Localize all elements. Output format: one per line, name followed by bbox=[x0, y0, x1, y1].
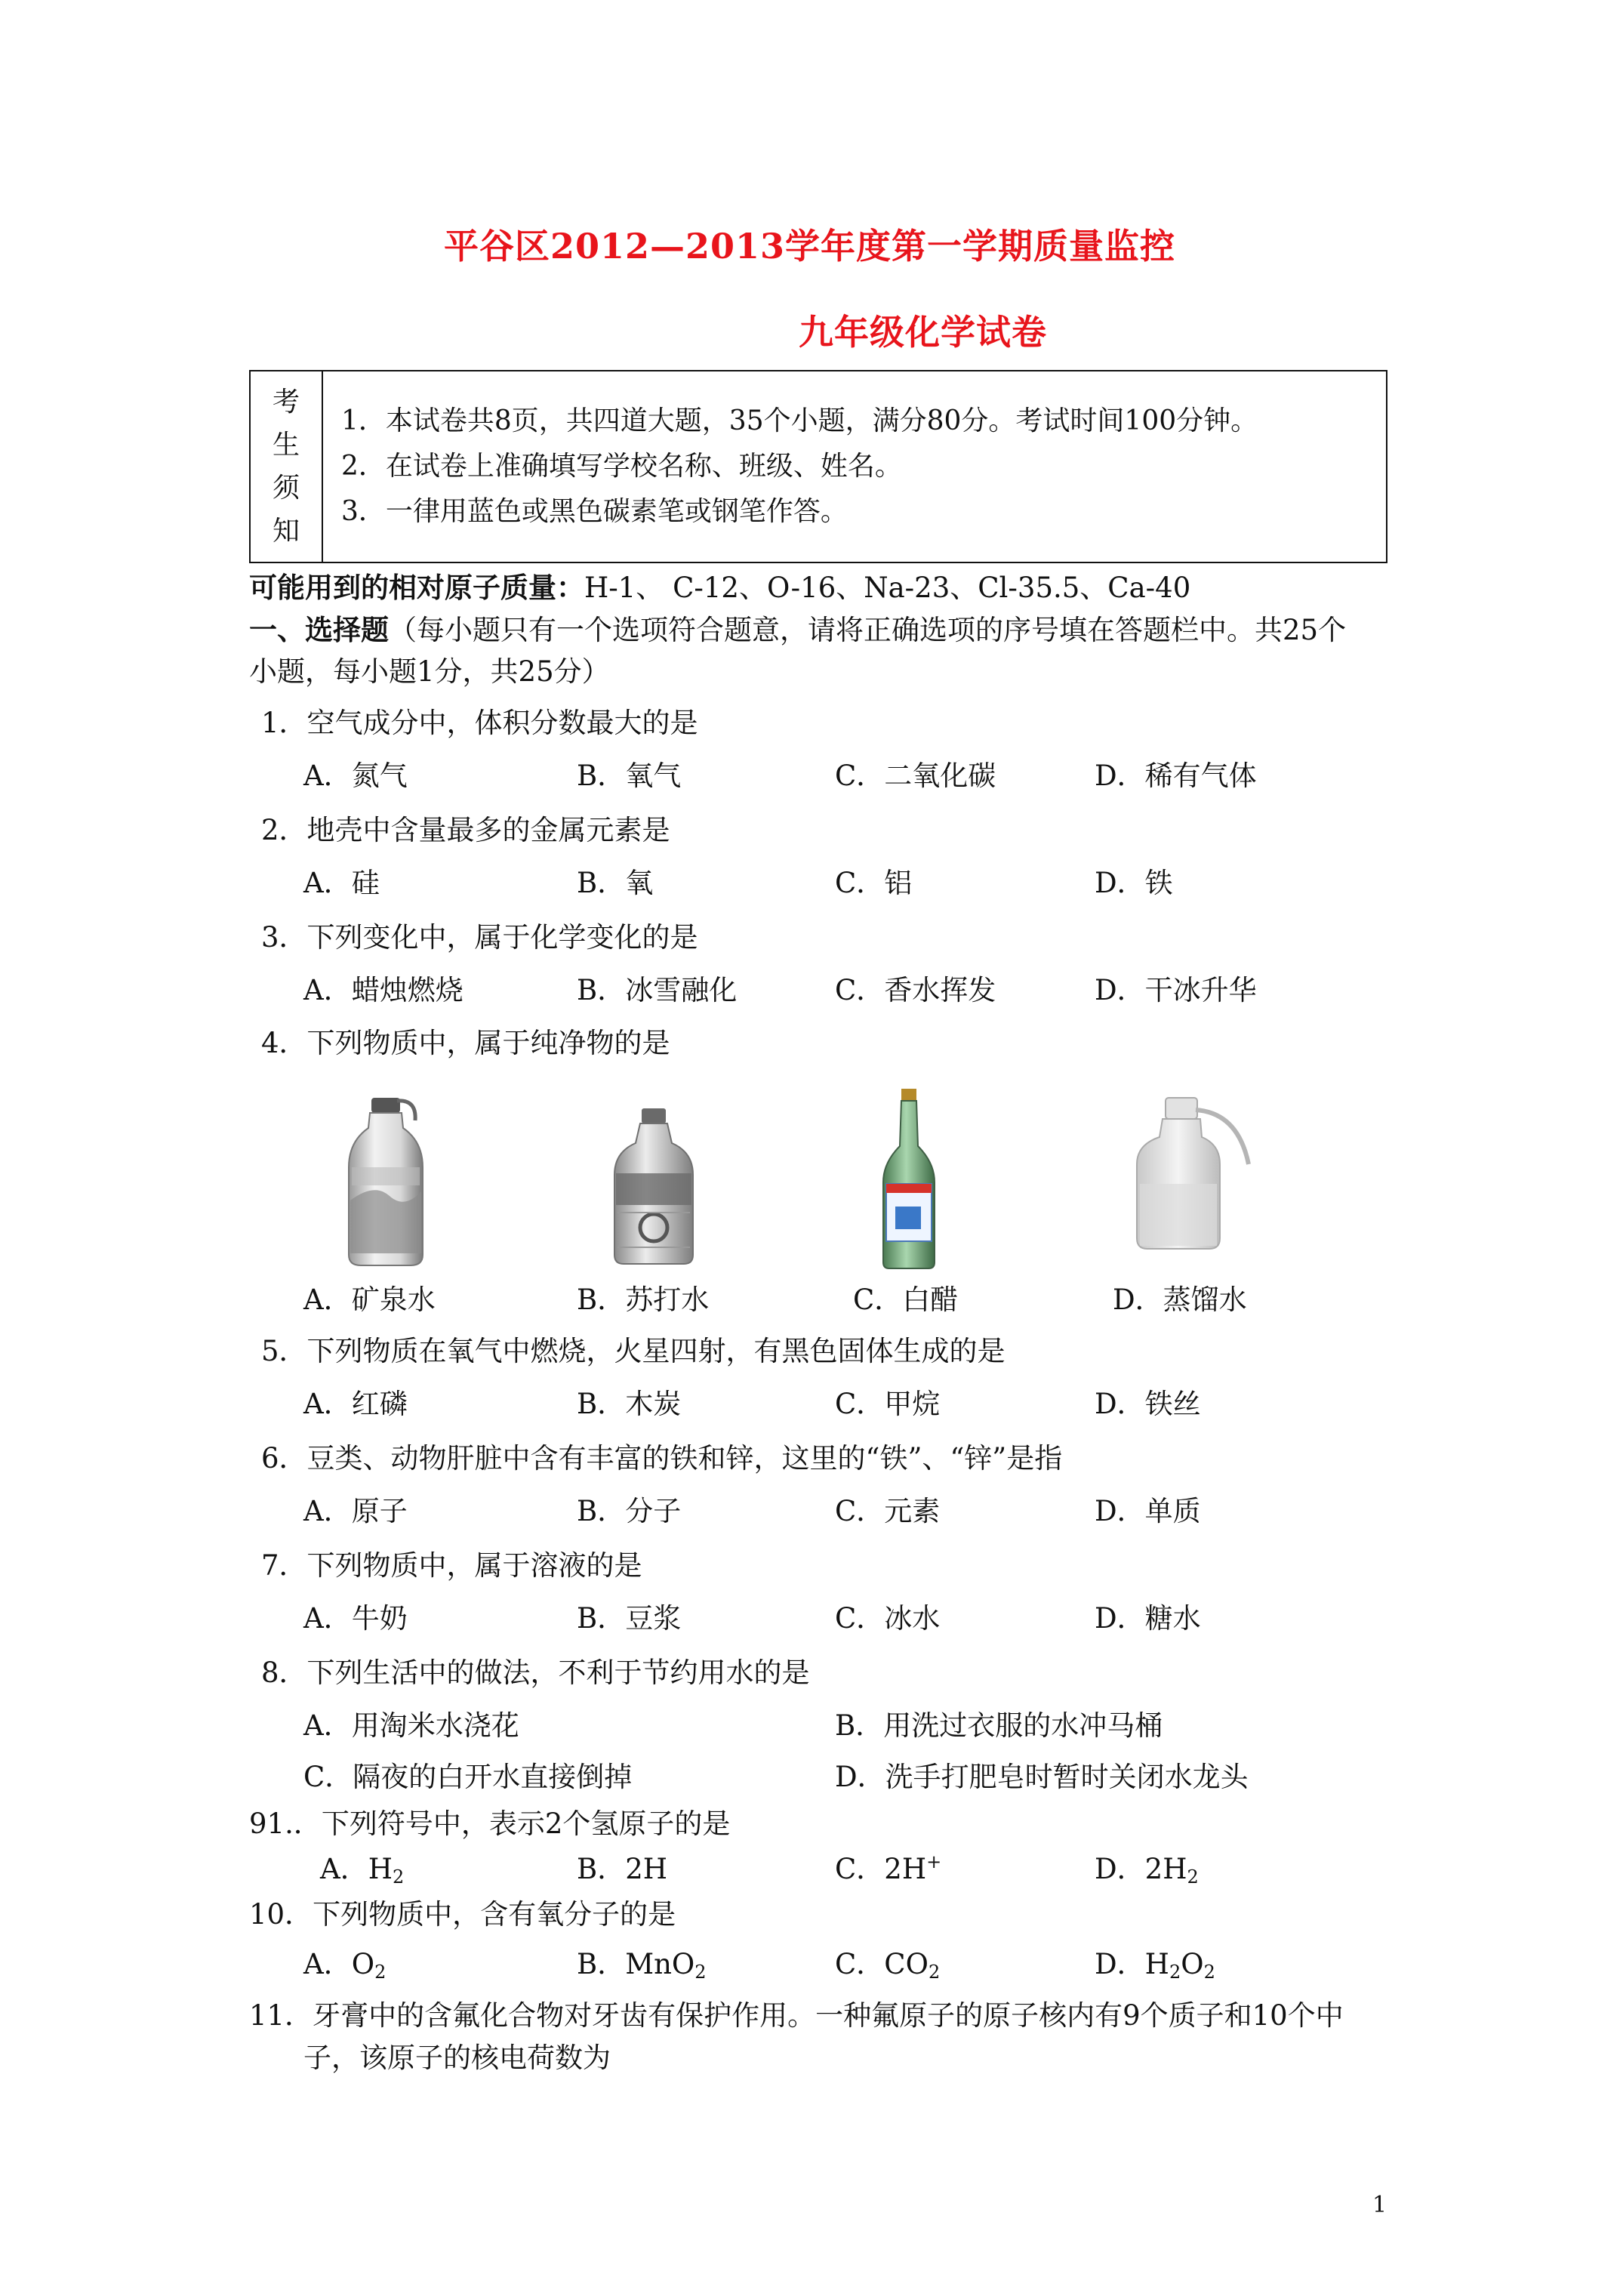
q6-option-a: A．原子 bbox=[303, 1495, 408, 1527]
notice-item: 1．本试卷共8页，共四道大题，35个小题，满分80分。考试时间100分钟。 bbox=[341, 405, 1258, 436]
notice-label-cell bbox=[251, 371, 323, 562]
q4-option-d: D．蒸馏水 bbox=[1113, 1284, 1247, 1316]
q8-option-a: A．用淘米水浇花 bbox=[303, 1709, 519, 1742]
q10-a-subscript: 2 bbox=[374, 1962, 387, 1983]
question-5-stem: 5．下列物质在氧气中燃烧，火星四射，有黑色固体生成的是 bbox=[261, 1335, 1006, 1367]
q7-option-d: D．糖水 bbox=[1095, 1602, 1201, 1635]
exam-title: 平谷区2012—2013学年度第一学期质量监控 bbox=[444, 226, 1176, 267]
q2-option-a: A．硅 bbox=[303, 867, 380, 899]
q6-option-d: D．单质 bbox=[1095, 1495, 1201, 1527]
q1-option-b: B．氧气 bbox=[577, 760, 682, 792]
q10-d-text-mid: O bbox=[1181, 1948, 1204, 1980]
q7-option-a: A．牛奶 bbox=[303, 1602, 408, 1635]
q1-option-c: C．二氧化碳 bbox=[835, 760, 996, 792]
section-heading: 一、选择题 bbox=[249, 613, 389, 646]
q10-c-subscript: 2 bbox=[928, 1962, 941, 1983]
q3-option-a: A．蜡烛燃烧 bbox=[303, 974, 463, 1006]
question-2-stem: 2．地壳中含量最多的金属元素是 bbox=[261, 814, 670, 846]
q9-option-a bbox=[320, 1853, 404, 1886]
candidate-notice-box bbox=[249, 370, 1387, 563]
notice-item: 2．在试卷上准确填写学校名称、班级、姓名。 bbox=[341, 451, 902, 482]
question-6-stem: 6．豆类、动物肝脏中含有丰富的铁和锌，这里的“铁”、“锌”是指 bbox=[261, 1442, 1063, 1475]
q9-c-text: C．2H bbox=[835, 1853, 927, 1885]
question-10-stem: 10．下列物质中，含有氧分子的是 bbox=[249, 1898, 676, 1931]
section-intro: （每小题只有一个选项符合题意，请将正确选项的序号填在答题栏中。共25个 bbox=[389, 614, 1347, 646]
q5-option-a: A．红磷 bbox=[303, 1388, 408, 1420]
notice-items bbox=[341, 399, 1258, 535]
q9-d-text: D．2H bbox=[1095, 1853, 1187, 1885]
q10-c-text: C．CO bbox=[835, 1948, 929, 1980]
q9-option-d bbox=[1095, 1853, 1199, 1886]
question-9-stem: 91.．下列符号中，表示2个氢原子的是 bbox=[249, 1808, 731, 1840]
question-11-stem: 11．牙膏中的含氟化合物对牙齿有保护作用。一种氟原子的原子核内有9个质子和10个中 bbox=[249, 1999, 1344, 2032]
q10-option-b bbox=[577, 1948, 707, 1981]
q10-a-text: A．O bbox=[303, 1948, 375, 1980]
distilled-water-bottle-image bbox=[1132, 1095, 1253, 1253]
question-4-stem: 4．下列物质中，属于纯净物的是 bbox=[261, 1027, 670, 1059]
section-heading-line bbox=[249, 613, 1346, 647]
q9-option-b: B．2H bbox=[577, 1853, 667, 1885]
atomic-mass-values: H-1、 C-12、O-16、Na-23、Cl-35.5、Ca-40 bbox=[584, 572, 1191, 604]
q9-option-c bbox=[835, 1853, 941, 1886]
q10-d-subscript-2: 2 bbox=[1203, 1962, 1215, 1983]
notice-item: 3．一律用蓝色或黑色碳素笔或钢笔作答。 bbox=[341, 496, 848, 527]
q6-option-c: C．元素 bbox=[835, 1495, 941, 1527]
question-3-stem: 3．下列变化中，属于化学变化的是 bbox=[261, 921, 698, 954]
q10-d-text: D．H bbox=[1095, 1948, 1169, 1980]
q10-b-subscript: 2 bbox=[694, 1962, 707, 1983]
q2-option-b: B．氧 bbox=[577, 867, 654, 899]
q6-option-b: B．分子 bbox=[577, 1495, 682, 1527]
q10-b-text: B．MnO bbox=[577, 1948, 695, 1980]
q5-option-b: B．木炭 bbox=[577, 1388, 682, 1420]
q10-option-d bbox=[1095, 1948, 1215, 1981]
exam-subtitle: 九年级化学试卷 bbox=[799, 312, 1047, 353]
page-number: 1 bbox=[1372, 2192, 1387, 2218]
q9-d-subscript: 2 bbox=[1187, 1866, 1199, 1888]
q9-c-superscript: + bbox=[926, 1851, 942, 1872]
atomic-mass-label: 可能用到的相对原子质量： bbox=[249, 571, 584, 604]
question-7-stem: 7．下列物质中，属于溶液的是 bbox=[261, 1549, 642, 1582]
notice-label: 考生须知 bbox=[272, 387, 300, 547]
q8-option-d: D．洗手打肥皂时暂时关闭水龙头 bbox=[835, 1761, 1249, 1793]
atomic-mass-line bbox=[249, 571, 1190, 605]
q9-a-subscript: 2 bbox=[393, 1866, 405, 1888]
q7-option-c: C．冰水 bbox=[835, 1602, 941, 1635]
white-vinegar-bottle-image bbox=[880, 1087, 938, 1270]
q5-option-c: C．甲烷 bbox=[835, 1388, 941, 1420]
q2-option-c: C．铝 bbox=[835, 867, 913, 899]
q1-option-d: D．稀有气体 bbox=[1095, 760, 1257, 792]
q3-option-d: D．干冰升华 bbox=[1095, 974, 1257, 1006]
q5-option-d: D．铁丝 bbox=[1095, 1388, 1201, 1420]
q2-option-d: D．铁 bbox=[1095, 867, 1173, 899]
q10-option-a bbox=[303, 1948, 386, 1981]
q8-option-c: C．隔夜的白开水直接倒掉 bbox=[303, 1761, 633, 1793]
q8-option-b: B．用洗过衣服的水冲马桶 bbox=[835, 1709, 1163, 1742]
question-1-stem: 1．空气成分中，体积分数最大的是 bbox=[261, 707, 698, 739]
question-8-stem: 8．下列生活中的做法，不利于节约用水的是 bbox=[261, 1657, 810, 1689]
q3-option-c: C．香水挥发 bbox=[835, 974, 996, 1006]
q3-option-b: B．冰雪融化 bbox=[577, 974, 738, 1006]
q10-option-c bbox=[835, 1948, 940, 1981]
section-intro-cont: 小题，每小题1分，共25分） bbox=[249, 655, 610, 688]
q4-option-c: C．白醋 bbox=[853, 1284, 959, 1316]
soda-water-bottle-image bbox=[611, 1107, 696, 1267]
mineral-water-bottle-image bbox=[344, 1095, 427, 1268]
question-11-stem-cont: 子，该原子的核电荷数为 bbox=[303, 2042, 611, 2074]
q7-option-b: B．豆浆 bbox=[577, 1602, 682, 1635]
q4-option-b: B．苏打水 bbox=[577, 1284, 710, 1316]
q1-option-a: A．氮气 bbox=[303, 760, 408, 792]
q10-d-subscript-1: 2 bbox=[1169, 1962, 1181, 1983]
q9-a-text: A．H bbox=[320, 1853, 393, 1885]
q4-option-a: A．矿泉水 bbox=[303, 1284, 436, 1316]
